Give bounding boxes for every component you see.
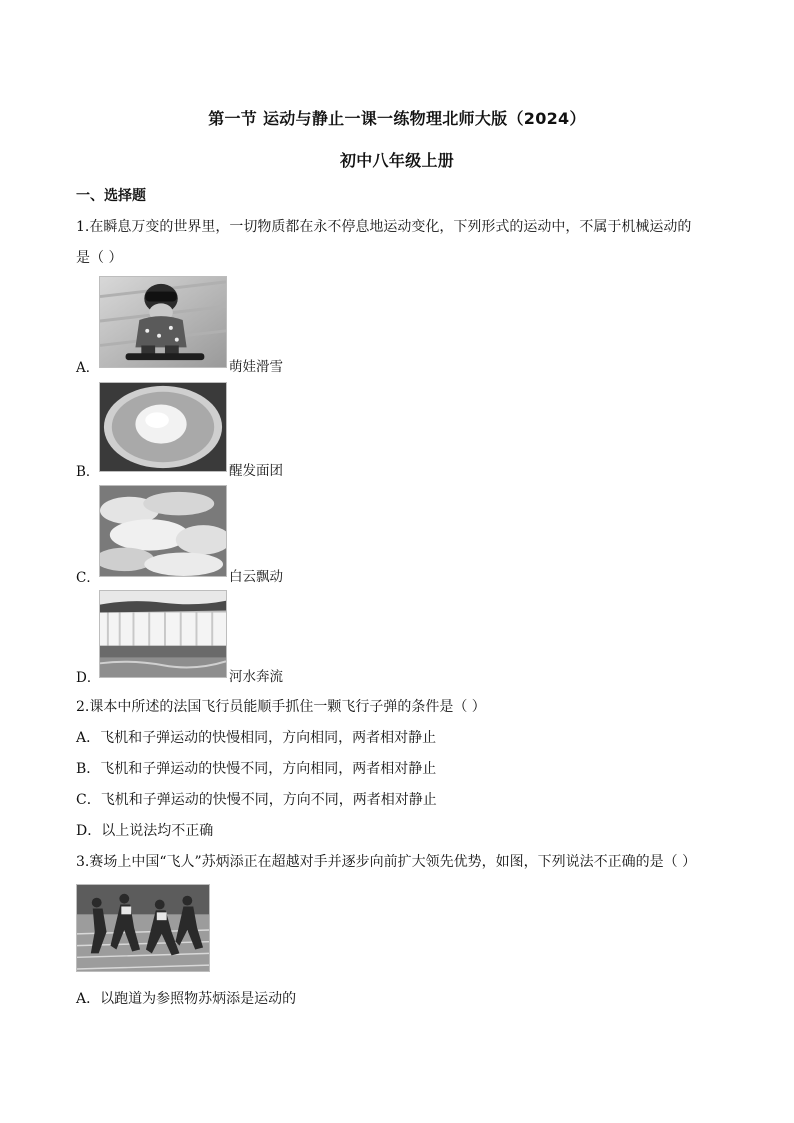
section-heading: 一、选择题 bbox=[76, 188, 146, 204]
dough-bowl-image bbox=[99, 382, 227, 472]
sprinters-race-image bbox=[76, 884, 210, 972]
q1-option-a-caption: 萌娃滑雪 bbox=[229, 359, 283, 375]
q1-option-c-caption: 白云飘动 bbox=[229, 569, 283, 585]
q2-option-c: C．飞机和子弹运动的快慢不同，方向不同，两者相对静止 bbox=[76, 792, 437, 808]
clouds-image bbox=[99, 485, 227, 577]
q2-option-d: D．以上说法均不正确 bbox=[76, 823, 214, 839]
q1-option-d-caption: 河水奔流 bbox=[229, 669, 283, 685]
q3-option-a: A．以跑道为参照物苏炳添是运动的 bbox=[76, 991, 297, 1007]
q1-option-c-label: C． bbox=[76, 570, 100, 586]
waterfall-image bbox=[99, 590, 227, 678]
q1-option-b-caption: 醒发面团 bbox=[229, 463, 283, 479]
q2-option-a: A．飞机和子弹运动的快慢相同，方向相同，两者相对静止 bbox=[76, 730, 437, 746]
q2-option-b: B．飞机和子弹运动的快慢不同，方向相同，两者相对静止 bbox=[76, 761, 437, 777]
q1-stem-line2: 是（ ） bbox=[76, 250, 123, 266]
q1-stem-line1: 1.在瞬息万变的世界里，一切物质都在永不停息地运动变化，下列形式的运动中，不属于机械运动的 bbox=[76, 219, 692, 235]
q1-option-a-label: A． bbox=[76, 360, 100, 376]
document-subtitle: 初中八年级上册 bbox=[339, 151, 455, 170]
q1-option-b-label: B． bbox=[76, 464, 100, 480]
q2-stem: 2.课本中所述的法国飞行员能顺手抓住一颗飞行子弹的条件是（ ） bbox=[76, 699, 486, 715]
q3-stem: 3.赛场上中国“飞人”苏炳添正在超越对手并逐步向前扩大领先优势，如图，下列说法不正确的是（ ） bbox=[76, 854, 697, 870]
q1-option-d-label: D． bbox=[76, 670, 101, 686]
snowboard-child-image bbox=[99, 276, 227, 368]
document-title: 第一节 运动与静止一课一练物理北师大版（2024） bbox=[208, 109, 586, 128]
